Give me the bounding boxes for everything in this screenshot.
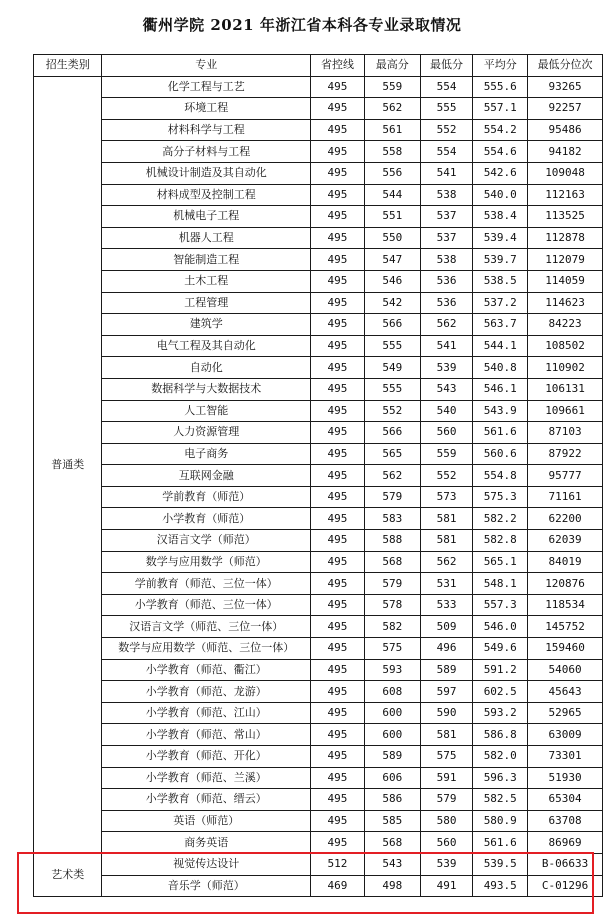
min-rank-cell: 118534 [528,594,603,616]
min-score-cell: 560 [420,422,473,444]
min-score-cell: 531 [420,573,473,595]
min-rank-cell: 84223 [528,314,603,336]
max-score-cell: 555 [364,335,420,357]
min-rank-cell: 95777 [528,465,603,487]
min-score-cell: 591 [420,767,473,789]
control-line-cell: 495 [311,76,365,98]
table-row [34,378,603,400]
control-line-cell: 495 [311,832,365,854]
major-cell: 建筑学 [102,314,311,336]
min-score-cell: 597 [420,681,473,703]
control-line-cell: 495 [311,227,365,249]
table-row [34,184,603,206]
control-line-cell: 495 [311,746,365,768]
max-score-cell: 543 [364,853,420,875]
avg-score-cell: 555.6 [473,76,528,98]
control-line-cell: 495 [311,530,365,552]
min-score-cell: 543 [420,378,473,400]
avg-score-cell: 561.6 [473,422,528,444]
min-score-cell: 579 [420,789,473,811]
max-score-cell: 589 [364,746,420,768]
table-row [34,789,603,811]
table-row [34,335,603,357]
control-line-cell: 495 [311,141,365,163]
table-row [34,810,603,832]
min-score-cell: 575 [420,746,473,768]
table-row [34,767,603,789]
avg-score-cell: 539.5 [473,853,528,875]
max-score-cell: 544 [364,184,420,206]
control-line-cell: 495 [311,486,365,508]
avg-score-cell: 582.0 [473,746,528,768]
header-major: 专业 [102,55,311,77]
avg-score-cell: 543.9 [473,400,528,422]
max-score-cell: 561 [364,119,420,141]
max-score-cell: 583 [364,508,420,530]
major-cell: 小学教育（师范、龙游） [102,681,311,703]
min-rank-cell: 45643 [528,681,603,703]
avg-score-cell: 538.5 [473,270,528,292]
min-rank-cell: 114623 [528,292,603,314]
major-cell: 化学工程与工艺 [102,76,311,98]
min-rank-cell: 112878 [528,227,603,249]
max-score-cell: 552 [364,400,420,422]
control-line-cell: 495 [311,184,365,206]
major-cell: 小学教育（师范、衢江） [102,659,311,681]
table-row [34,659,603,681]
min-rank-cell: B-06633 [528,853,603,875]
table-row [34,594,603,616]
table-row [34,638,603,660]
min-rank-cell: 109048 [528,162,603,184]
min-score-cell: 496 [420,638,473,660]
major-cell: 视觉传达设计 [102,853,311,875]
major-cell: 机器人工程 [102,227,311,249]
control-line-cell: 495 [311,335,365,357]
avg-score-cell: 561.6 [473,832,528,854]
max-score-cell: 568 [364,551,420,573]
table-row [34,853,603,875]
max-score-cell: 566 [364,422,420,444]
control-line-cell: 495 [311,508,365,530]
header-control-line: 省控线 [311,55,365,77]
min-score-cell: 536 [420,270,473,292]
avg-score-cell: 540.8 [473,357,528,379]
min-score-cell: 540 [420,400,473,422]
avg-score-cell: 539.7 [473,249,528,271]
major-cell: 数学与应用数学（师范、三位一体） [102,638,311,660]
table-row [34,486,603,508]
max-score-cell: 582 [364,616,420,638]
min-score-cell: 541 [420,162,473,184]
min-rank-cell: 86969 [528,832,603,854]
table-row [34,206,603,228]
min-score-cell: 533 [420,594,473,616]
control-line-cell: 495 [311,206,365,228]
major-cell: 智能制造工程 [102,249,311,271]
table-row [34,465,603,487]
min-rank-cell: 110902 [528,357,603,379]
control-line-cell: 495 [311,119,365,141]
avg-score-cell: 582.2 [473,508,528,530]
min-rank-cell: 62200 [528,508,603,530]
max-score-cell: 556 [364,162,420,184]
min-score-cell: 581 [420,530,473,552]
min-score-cell: 537 [420,227,473,249]
avg-score-cell: 537.2 [473,292,528,314]
major-cell: 数据科学与大数据技术 [102,378,311,400]
min-score-cell: 590 [420,702,473,724]
avg-score-cell: 582.8 [473,530,528,552]
min-rank-cell: 54060 [528,659,603,681]
avg-score-cell: 554.2 [473,119,528,141]
major-cell: 机械电子工程 [102,206,311,228]
avg-score-cell: 548.1 [473,573,528,595]
avg-score-cell: 554.8 [473,465,528,487]
min-score-cell: 552 [420,119,473,141]
min-rank-cell: 106131 [528,378,603,400]
major-cell: 英语（师范） [102,810,311,832]
header-category: 招生类别 [34,55,102,77]
table-row [34,162,603,184]
table-row [34,98,603,120]
max-score-cell: 600 [364,702,420,724]
table-row [34,443,603,465]
major-cell: 环境工程 [102,98,311,120]
max-score-cell: 588 [364,530,420,552]
avg-score-cell: 546.0 [473,616,528,638]
major-cell: 汉语言文学（师范、三位一体） [102,616,311,638]
min-score-cell: 538 [420,184,473,206]
table-row [34,530,603,552]
control-line-cell: 495 [311,681,365,703]
category-cell: 艺术类 [34,853,102,896]
control-line-cell: 495 [311,659,365,681]
table-row [34,551,603,573]
major-cell: 小学教育（师范、缙云） [102,789,311,811]
table-row [34,746,603,768]
table-row [34,702,603,724]
major-cell: 小学教育（师范、开化） [102,746,311,768]
max-score-cell: 586 [364,789,420,811]
header-min-rank: 最低分位次 [528,55,603,77]
avg-score-cell: 542.6 [473,162,528,184]
table-body [34,76,603,897]
avg-score-cell: 539.4 [473,227,528,249]
control-line-cell: 469 [311,875,365,897]
min-rank-cell: 113525 [528,206,603,228]
min-score-cell: 580 [420,810,473,832]
table-row [34,249,603,271]
major-cell: 互联网金融 [102,465,311,487]
table-row [34,357,603,379]
avg-score-cell: 540.0 [473,184,528,206]
min-score-cell: 581 [420,724,473,746]
max-score-cell: 566 [364,314,420,336]
major-cell: 机械设计制造及其自动化 [102,162,311,184]
avg-score-cell: 565.1 [473,551,528,573]
min-score-cell: 560 [420,832,473,854]
max-score-cell: 562 [364,98,420,120]
control-line-cell: 495 [311,270,365,292]
header-avg-score: 平均分 [473,55,528,77]
avg-score-cell: 586.8 [473,724,528,746]
max-score-cell: 559 [364,76,420,98]
table-row [34,422,603,444]
min-rank-cell: 145752 [528,616,603,638]
major-cell: 电子商务 [102,443,311,465]
avg-score-cell: 596.3 [473,767,528,789]
min-score-cell: 491 [420,875,473,897]
table-row [34,508,603,530]
min-score-cell: 554 [420,76,473,98]
min-rank-cell: 159460 [528,638,603,660]
page-title: 衢州学院 2021 年浙江省本科各专业录取情况 [142,16,462,34]
major-cell: 音乐学（师范） [102,875,311,897]
min-score-cell: 562 [420,551,473,573]
min-score-cell: 562 [420,314,473,336]
avg-score-cell: 544.1 [473,335,528,357]
min-score-cell: 536 [420,292,473,314]
min-score-cell: 538 [420,249,473,271]
min-rank-cell: 93265 [528,76,603,98]
min-score-cell: 554 [420,141,473,163]
min-score-cell: 555 [420,98,473,120]
min-rank-cell: 94182 [528,141,603,163]
avg-score-cell: 560.6 [473,443,528,465]
max-score-cell: 562 [364,465,420,487]
table-row [34,270,603,292]
max-score-cell: 568 [364,832,420,854]
table-row [34,292,603,314]
control-line-cell: 495 [311,443,365,465]
max-score-cell: 547 [364,249,420,271]
major-cell: 学前教育（师范、三位一体） [102,573,311,595]
min-score-cell: 581 [420,508,473,530]
control-line-cell: 495 [311,378,365,400]
header-max-score: 最高分 [364,55,420,77]
min-score-cell: 539 [420,357,473,379]
table-row [34,314,603,336]
major-cell: 工程管理 [102,292,311,314]
table-row [34,141,603,163]
major-cell: 人力资源管理 [102,422,311,444]
avg-score-cell: 591.2 [473,659,528,681]
min-rank-cell: 114059 [528,270,603,292]
max-score-cell: 579 [364,486,420,508]
major-cell: 高分子材料与工程 [102,141,311,163]
min-score-cell: 509 [420,616,473,638]
min-rank-cell: 108502 [528,335,603,357]
major-cell: 小学教育（师范、三位一体） [102,594,311,616]
min-rank-cell: 63009 [528,724,603,746]
control-line-cell: 512 [311,853,365,875]
avg-score-cell: 538.4 [473,206,528,228]
control-line-cell: 495 [311,249,365,271]
min-score-cell: 541 [420,335,473,357]
major-cell: 电气工程及其自动化 [102,335,311,357]
control-line-cell: 495 [311,551,365,573]
min-score-cell: 589 [420,659,473,681]
table-row [34,400,603,422]
min-score-cell: 552 [420,465,473,487]
avg-score-cell: 580.9 [473,810,528,832]
min-rank-cell: 63708 [528,810,603,832]
min-rank-cell: 109661 [528,400,603,422]
major-cell: 汉语言文学（师范） [102,530,311,552]
avg-score-cell: 493.5 [473,875,528,897]
min-rank-cell: 84019 [528,551,603,573]
admission-table [33,54,603,897]
control-line-cell: 495 [311,789,365,811]
control-line-cell: 495 [311,616,365,638]
avg-score-cell: 593.2 [473,702,528,724]
min-rank-cell: 71161 [528,486,603,508]
control-line-cell: 495 [311,314,365,336]
control-line-cell: 495 [311,594,365,616]
major-cell: 小学教育（师范、江山） [102,702,311,724]
min-score-cell: 537 [420,206,473,228]
table-row [34,832,603,854]
table-row [34,875,603,897]
control-line-cell: 495 [311,400,365,422]
max-score-cell: 575 [364,638,420,660]
table-row [34,119,603,141]
min-rank-cell: 51930 [528,767,603,789]
min-rank-cell: 120876 [528,573,603,595]
avg-score-cell: 557.3 [473,594,528,616]
major-cell: 土木工程 [102,270,311,292]
major-cell: 小学教育（师范、常山） [102,724,311,746]
major-cell: 自动化 [102,357,311,379]
min-score-cell: 559 [420,443,473,465]
control-line-cell: 495 [311,357,365,379]
min-rank-cell: 52965 [528,702,603,724]
table-row [34,227,603,249]
max-score-cell: 555 [364,378,420,400]
max-score-cell: 565 [364,443,420,465]
min-rank-cell: 92257 [528,98,603,120]
table-row [34,681,603,703]
header-min-score: 最低分 [420,55,473,77]
min-rank-cell: 65304 [528,789,603,811]
avg-score-cell: 602.5 [473,681,528,703]
avg-score-cell: 554.6 [473,141,528,163]
avg-score-cell: 549.6 [473,638,528,660]
table-row [34,76,603,98]
table-row [34,724,603,746]
category-cell: 普通类 [34,76,102,853]
max-score-cell: 549 [364,357,420,379]
min-score-cell: 539 [420,853,473,875]
avg-score-cell: 582.5 [473,789,528,811]
max-score-cell: 550 [364,227,420,249]
max-score-cell: 600 [364,724,420,746]
max-score-cell: 593 [364,659,420,681]
min-rank-cell: 73301 [528,746,603,768]
control-line-cell: 495 [311,98,365,120]
max-score-cell: 608 [364,681,420,703]
min-rank-cell: 87922 [528,443,603,465]
max-score-cell: 558 [364,141,420,163]
min-rank-cell: C-01296 [528,875,603,897]
major-cell: 数学与应用数学（师范） [102,551,311,573]
major-cell: 材料科学与工程 [102,119,311,141]
min-rank-cell: 95486 [528,119,603,141]
min-rank-cell: 112163 [528,184,603,206]
max-score-cell: 498 [364,875,420,897]
control-line-cell: 495 [311,724,365,746]
control-line-cell: 495 [311,810,365,832]
max-score-cell: 579 [364,573,420,595]
control-line-cell: 495 [311,292,365,314]
max-score-cell: 606 [364,767,420,789]
control-line-cell: 495 [311,767,365,789]
avg-score-cell: 563.7 [473,314,528,336]
min-rank-cell: 112079 [528,249,603,271]
major-cell: 人工智能 [102,400,311,422]
min-score-cell: 573 [420,486,473,508]
control-line-cell: 495 [311,162,365,184]
major-cell: 商务英语 [102,832,311,854]
table-row [34,616,603,638]
max-score-cell: 585 [364,810,420,832]
control-line-cell: 495 [311,573,365,595]
header-row [34,55,603,77]
control-line-cell: 495 [311,465,365,487]
avg-score-cell: 557.1 [473,98,528,120]
major-cell: 小学教育（师范） [102,508,311,530]
min-rank-cell: 62039 [528,530,603,552]
major-cell: 学前教育（师范） [102,486,311,508]
max-score-cell: 542 [364,292,420,314]
major-cell: 材料成型及控制工程 [102,184,311,206]
max-score-cell: 551 [364,206,420,228]
table-row [34,573,603,595]
control-line-cell: 495 [311,638,365,660]
max-score-cell: 578 [364,594,420,616]
control-line-cell: 495 [311,422,365,444]
max-score-cell: 546 [364,270,420,292]
major-cell: 小学教育（师范、兰溪） [102,767,311,789]
avg-score-cell: 575.3 [473,486,528,508]
avg-score-cell: 546.1 [473,378,528,400]
min-rank-cell: 87103 [528,422,603,444]
control-line-cell: 495 [311,702,365,724]
